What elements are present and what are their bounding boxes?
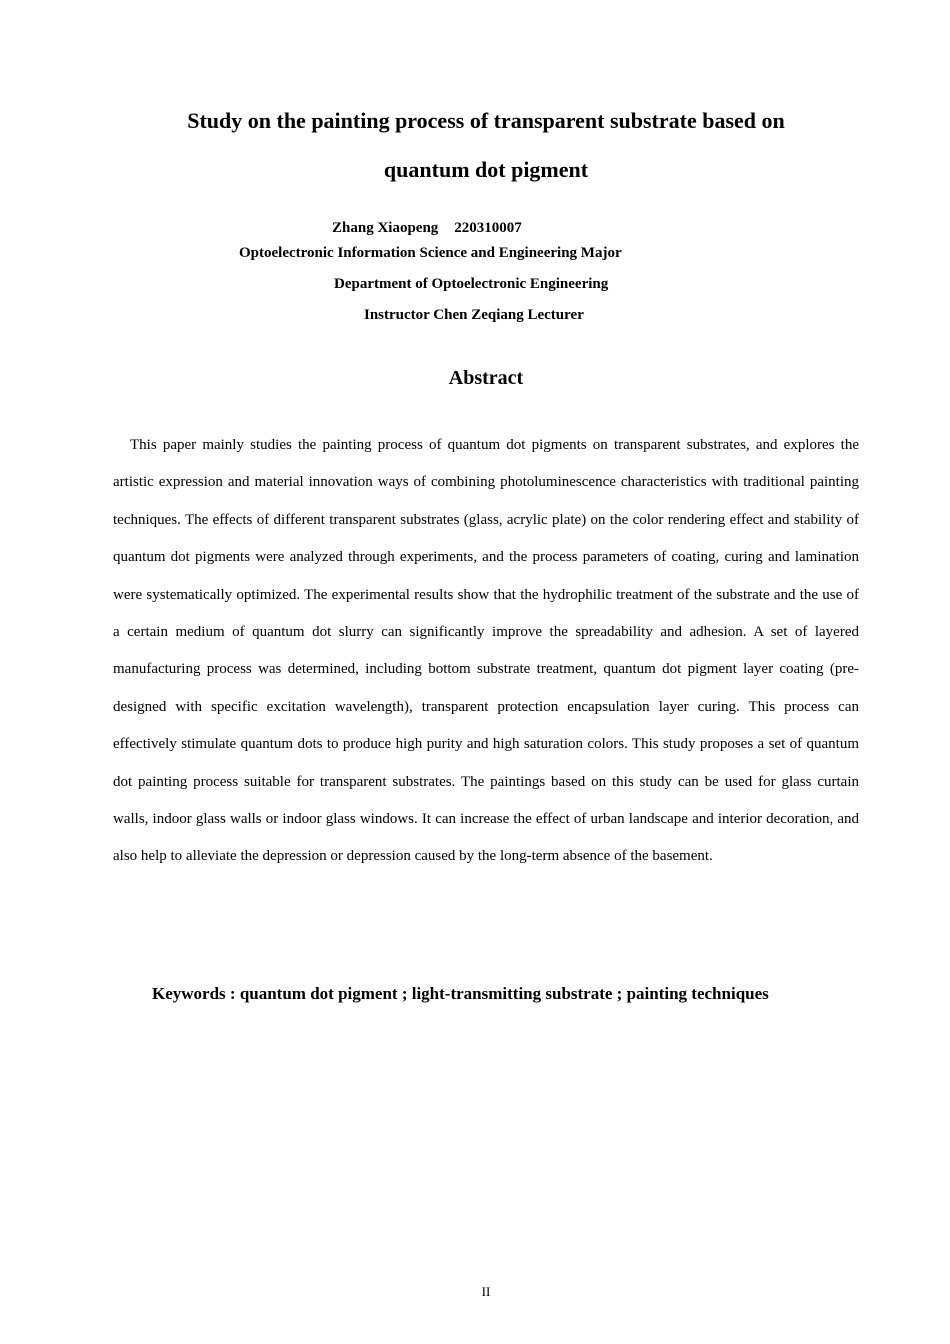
abstract-heading: Abstract bbox=[448, 367, 524, 389]
instructor-line: Instructor Chen Zeqiang Lecturer bbox=[364, 307, 584, 323]
abstract-body: This paper mainly studies the painting process of quantum dot pigments on transparent substrates, and explores the artistic expression and material innovation ways of combining photoluminescence characteristics with traditional painting techniques. The effects of different transparent substrates (glass, acrylic plate) on the color rendering effect and stability of quantum dot pigments were analyzed through experiments, and the process parameters of coating, curing and lamination were systematically optimized. The experimental results show that the hydrophilic treatment of the substrate and the use of a certain medium of quantum dot slurry can significantly improve the spreadability and adhesion. A set of layered manufacturing process was determined, including bottom substrate treatment, quantum dot pigment layer coating (pre-designed with specific excitation wavelength), transparent protection encapsulation layer curing. This process can effectively stimulate quantum dots to produce high purity and high saturation colors. This study proposes a set of quantum dot painting process suitable for transparent substrates. The paintings based on this study can be used for glass curtain walls, indoor glass walls or indoor glass windows. It can increase the effect of urban landscape and interior decoration, and also help to alleviate the depression or depression caused by the long-term absence of the basement. bbox=[113, 437, 859, 865]
student-id: 220310007 bbox=[454, 220, 522, 236]
department-line: Department of Optoelectronic Engineering bbox=[334, 276, 609, 292]
major-line: Optoelectronic Information Science and Engineering Major bbox=[239, 245, 622, 261]
keywords-line: Keywords : quantum dot pigment ; light-transmitting substrate ; painting techniques bbox=[152, 984, 769, 1003]
paper-title bbox=[113, 96, 859, 194]
author-line bbox=[332, 219, 522, 237]
page-number: II bbox=[481, 1284, 491, 1299]
paper-title-line-1: Study on the painting process of transparent substrate based on bbox=[187, 108, 785, 133]
author-name: Zhang Xiaopeng bbox=[332, 220, 439, 236]
paper-title-line-2: quantum dot pigment bbox=[383, 157, 589, 182]
